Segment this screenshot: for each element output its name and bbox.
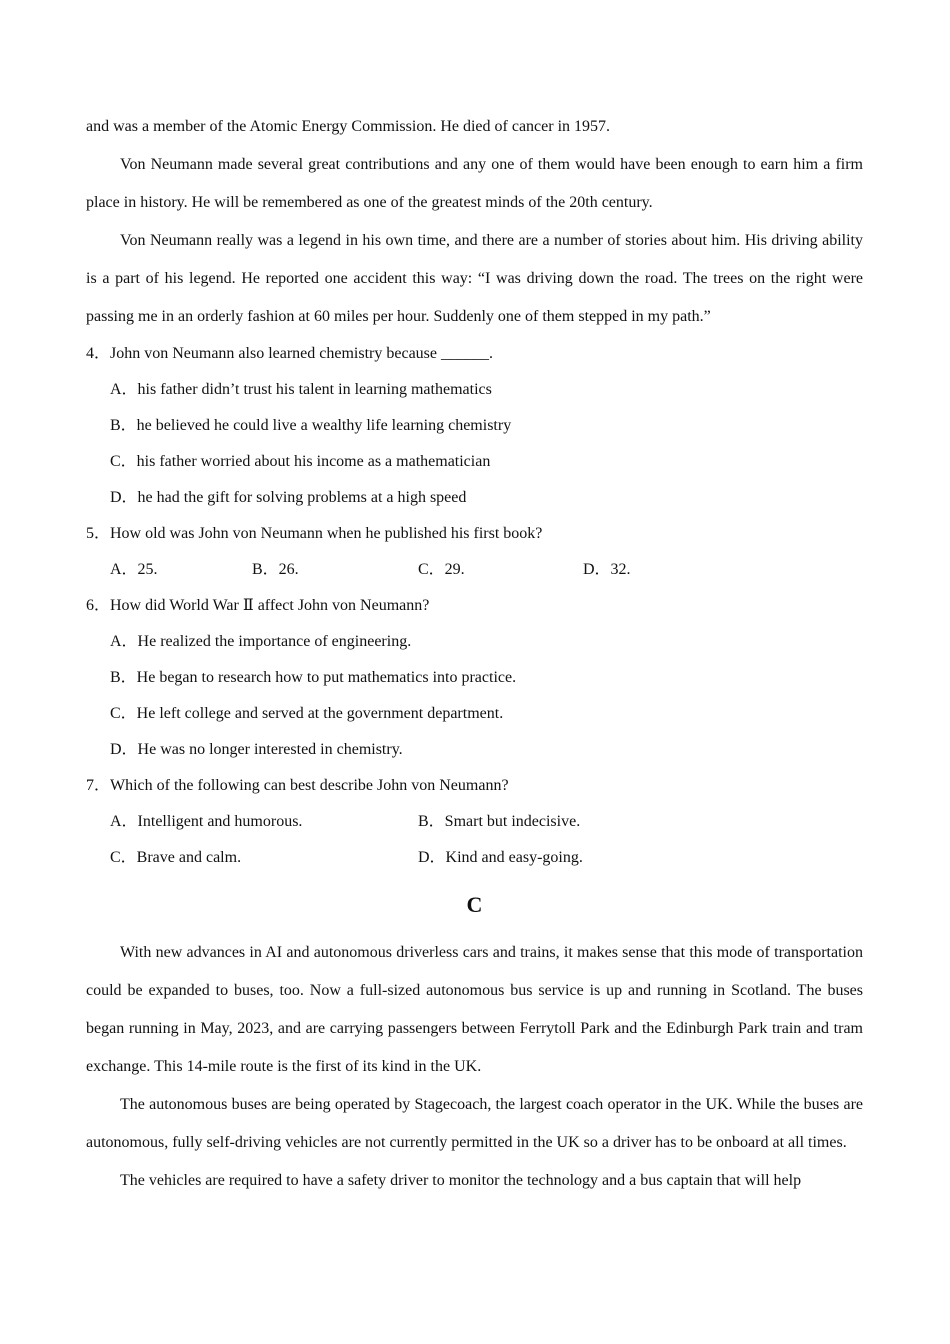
question-5-option-c: C．29. <box>418 561 465 578</box>
question-7-option-c: C．Brave and calm. <box>110 849 242 866</box>
passage-b-paragraph-2: Von Neumann made several great contributions and any one of them would have been enough to earn him a firm place in history. He will be remembered as one of the greatest minds of the 20th century. <box>86 156 863 211</box>
question-7-option-d: D．Kind and easy-going. <box>418 849 583 866</box>
question-6-option-b: B．He began to research how to put mathematics into practice. <box>110 669 517 686</box>
question-5-stem: 5．How old was John von Neumann when he published his first book? <box>86 525 543 542</box>
question-7-options-row-2 <box>110 840 863 876</box>
question-4-stem: 4．John von Neumann also learned chemistry because ______. <box>86 345 494 362</box>
passage-b-paragraph-1: and was a member of the Atomic Energy Commission. He died of cancer in 1957. <box>86 118 611 135</box>
question-4-option-a: A．his father didn’t trust his talent in learning mathematics <box>110 381 492 398</box>
question-4-option-d: D．he had the gift for solving problems at a high speed <box>110 489 467 506</box>
section-c-paragraph-3: The vehicles are required to have a safety driver to monitor the technology and a bus captain that will help <box>120 1172 802 1189</box>
document-page <box>86 108 863 1200</box>
question-4-option-c: C．his father worried about his income as a mathematician <box>110 453 491 470</box>
question-5-options <box>110 552 863 588</box>
question-6-option-d: D．He was no longer interested in chemistry. <box>110 741 403 758</box>
question-7-option-a: A．Intelligent and humorous. <box>110 813 303 830</box>
question-6-stem: 6．How did World War Ⅱ affect John von Neumann? <box>86 597 430 614</box>
question-6-option-c: C．He left college and served at the government department. <box>110 705 504 722</box>
question-7-options-row-1 <box>110 804 863 840</box>
section-c-paragraph-1: With new advances in AI and autonomous driverless cars and trains, it makes sense that this mode of transportation could be expanded to buses, too. Now a full-sized autonomous bus service is up and running in Scotland. The buses began running in May, 2023, and are carrying passengers between Ferrytoll Park and the Edinburgh Park train and tram exchange. This 14-mile route is the first of its kind in the UK. <box>86 944 863 1075</box>
section-c-paragraph-2: The autonomous buses are being operated by Stagecoach, the largest coach operator in the UK. While the buses are autonomous, fully self-driving vehicles are not currently permitted in the UK so a driver has to be onboard at all times. <box>86 1096 863 1151</box>
question-5-option-a: A．25. <box>110 561 158 578</box>
question-6-option-a: A．He realized the importance of engineering. <box>110 633 412 650</box>
section-c-title: C <box>466 892 483 917</box>
question-7-stem: 7．Which of the following can best describe John von Neumann? <box>86 777 509 794</box>
question-5-option-d: D．32. <box>583 561 631 578</box>
question-4-option-b: B．he believed he could live a wealthy life learning chemistry <box>110 417 512 434</box>
question-7-option-b: B．Smart but indecisive. <box>418 813 581 830</box>
question-5-option-b: B．26. <box>252 561 299 578</box>
passage-b-paragraph-3: Von Neumann really was a legend in his own time, and there are a number of stories about him. His driving ability is a part of his legend. He reported one accident this way: “I was driving down the road. The trees on the right were passing me in an orderly fashion at 60 miles per hour. Suddenly one of them stepped in my path.” <box>86 232 863 325</box>
